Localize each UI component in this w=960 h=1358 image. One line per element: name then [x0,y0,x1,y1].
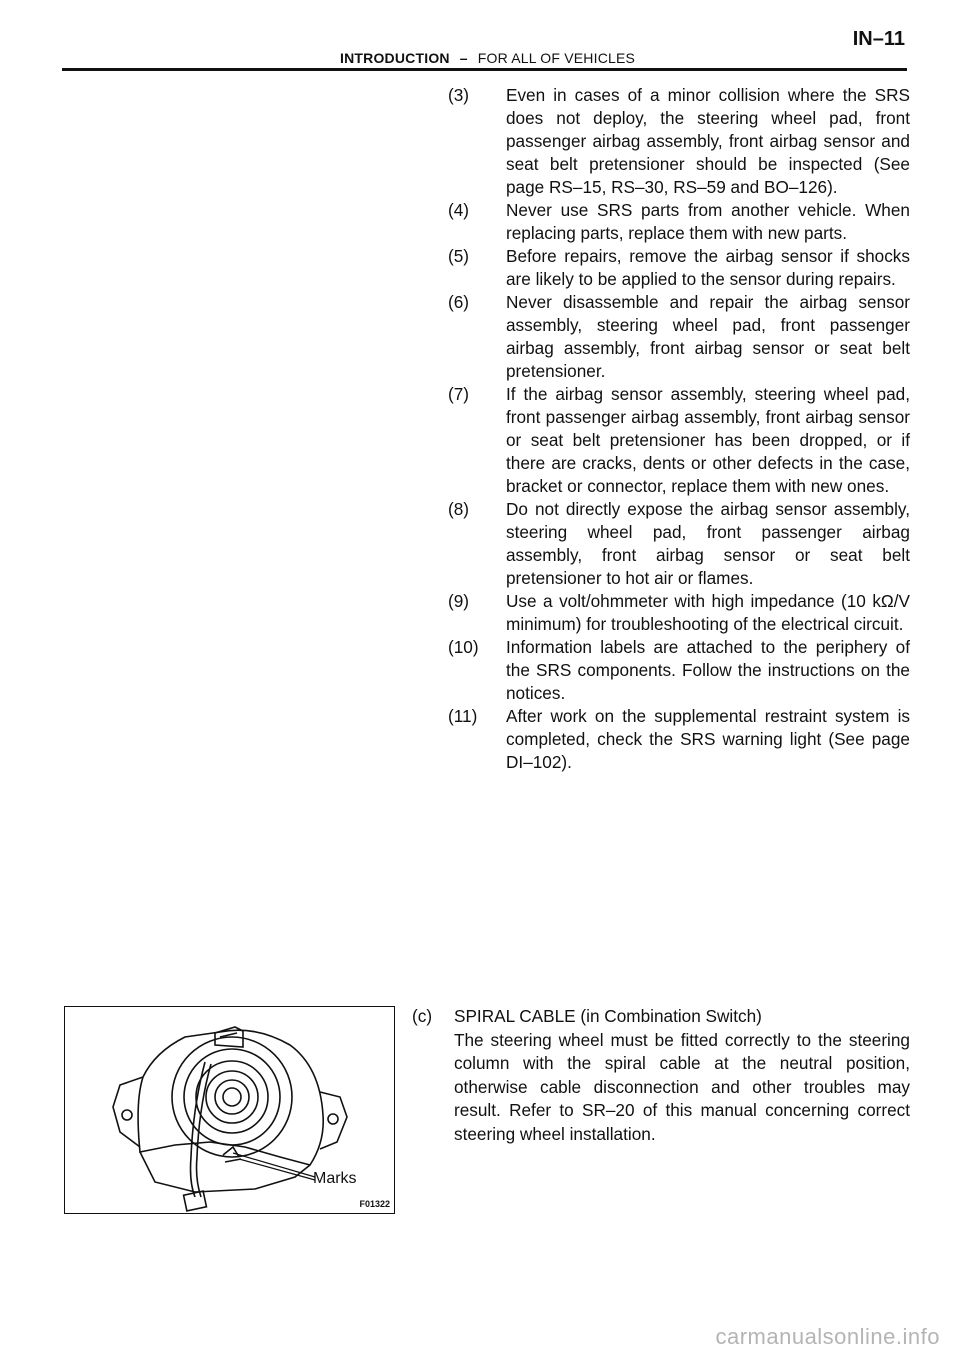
item-text: Before repairs, remove the airbag sensor if shocks are likely to be applied to the sensor during repairs. [506,246,910,289]
item-number: (10) [448,637,479,657]
item-text: After work on the supplemental restraint system is completed, check the SRS warning light (See page DI–102). [506,706,910,772]
item-text: Do not directly expose the airbag sensor assembly, steering wheel pad, front passenger airbag assembly, front airbag sensor or seat belt pretensioner to hot air or flames. [506,499,910,588]
item-text: Information labels are attached to the periphery of the SRS components. Follow the instructions on the notices. [506,637,910,703]
list-item [448,84,910,199]
section-c-title: SPIRAL CABLE (in Combination Switch) [454,1006,762,1026]
item-number: (7) [448,384,470,404]
item-number: (9) [448,591,470,611]
section-c-label: (c) [412,1006,433,1026]
list-item [448,291,910,383]
item-text: Even in cases of a minor collision where the SRS does not deploy, the steering wheel pad, front passenger airbag assembly, front airbag sensor and seat belt pretensioner should be inspected (See page RS–15, RS–30, RS–59 and BO–126). [506,85,910,197]
list-item [448,705,910,774]
item-number: (5) [448,246,470,266]
list-item [448,498,910,590]
item-number: (6) [448,292,470,312]
item-number: (3) [448,85,470,105]
item-number: (11) [448,706,478,726]
section-subtitle: FOR ALL OF VEHICLES [477,50,636,66]
list-item [448,245,910,291]
marks-callout: Marks [313,1170,357,1187]
section-c-body: The steering wheel must be fitted correctly to the steering column with the spiral cable at the neutral position, otherwise cable disconnection and other troubles may result. Refer to SR–20 of this manual concerning correct steering wheel installation. [454,1029,910,1144]
page-number: IN–11 [852,28,905,50]
item-text: If the airbag sensor assembly, steering wheel pad, front passenger airbag assembly, front airbag sensor or seat belt pretensioner has been dropped, or if there are cracks, dents or other defects in the case, bracket or connector, replace them with new ones. [506,384,910,496]
section-c [412,1005,910,1146]
list-item [448,199,910,245]
precaution-list [448,84,910,774]
item-number: (4) [448,200,470,220]
item-text: Use a volt/ohmmeter with high impedance (10 kΩ/V minimum) for troubleshooting of the electrical circuit. [506,591,910,634]
watermark: carmanualsonline.info [715,1324,940,1349]
item-number: (8) [448,499,470,519]
figure-id: F01322 [359,1199,390,1209]
item-text: Never use SRS parts from another vehicle. When replacing parts, replace them with new parts. [506,200,910,243]
list-item [448,636,910,705]
header-rule [62,68,907,71]
section-title: INTRODUCTION [340,50,450,66]
item-text: Never disassemble and repair the airbag sensor assembly, steering wheel pad, front passenger airbag assembly, front airbag sensor or seat belt pretensioner. [506,292,910,381]
list-item [448,590,910,636]
header-separator: – [459,50,468,66]
list-item [448,383,910,498]
section-c-content [454,1005,910,1146]
spiral-cable-figure [64,1006,395,1214]
running-head [340,50,635,66]
